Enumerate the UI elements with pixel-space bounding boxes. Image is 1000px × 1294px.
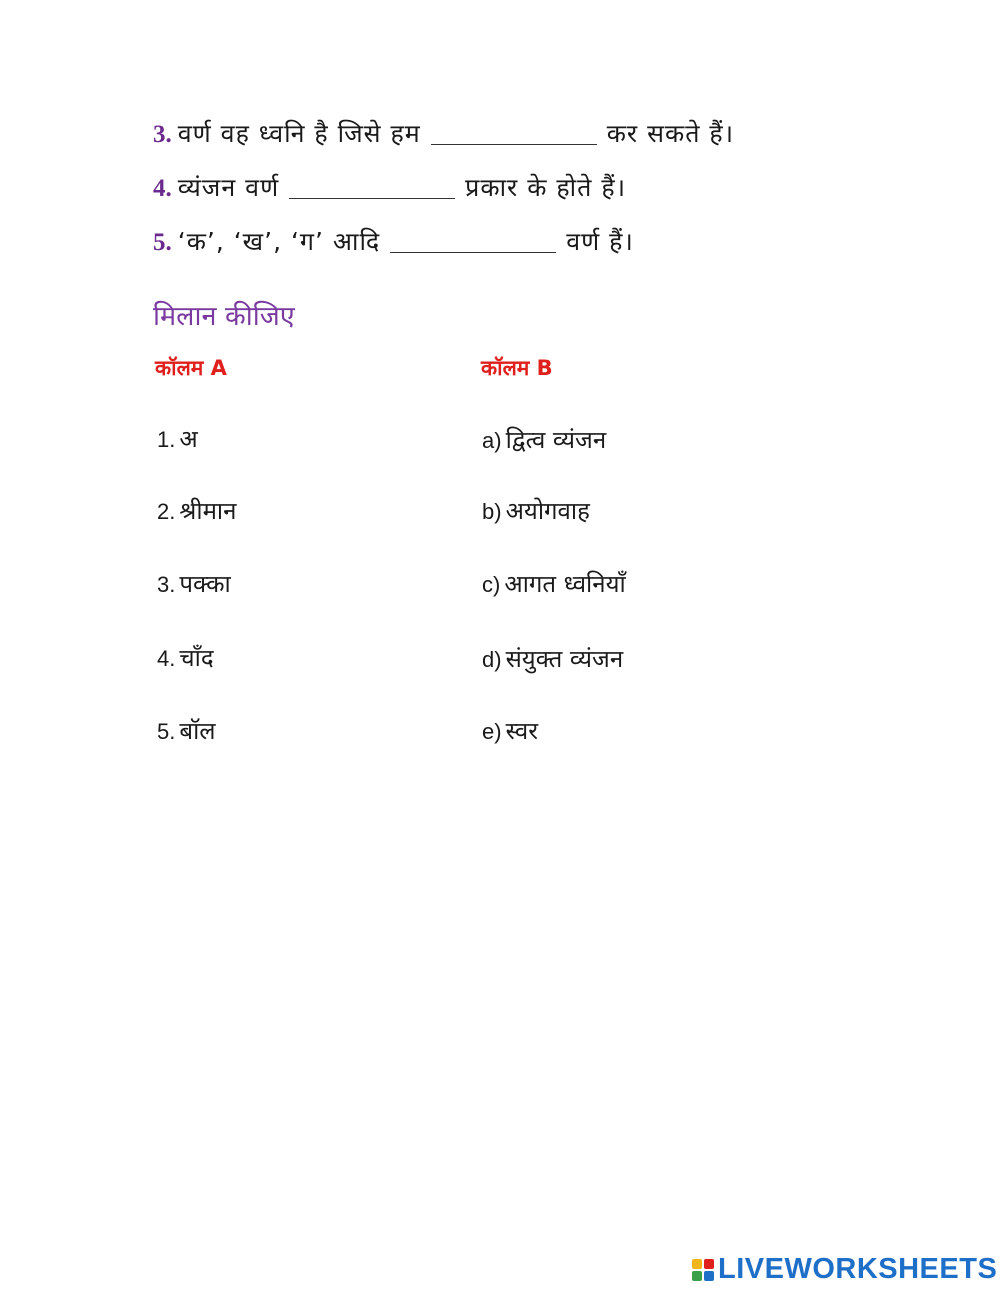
question-number: 3. xyxy=(153,121,172,148)
item-label: 4. xyxy=(157,646,176,671)
item-label: b) xyxy=(482,499,502,524)
column-a-heading: कॉलम A xyxy=(155,356,227,380)
item-text: चाँद xyxy=(179,644,214,672)
item-label: 3. xyxy=(157,572,176,597)
item-text: आगत ध्वनियाँ xyxy=(504,570,626,598)
question-text-after: वर्ण हैं। xyxy=(566,227,634,256)
column-b-item[interactable] xyxy=(482,494,590,527)
question-number: 5. xyxy=(153,229,172,256)
column-a-item[interactable] xyxy=(157,641,214,674)
question-text-after: प्रकार के होते हैं। xyxy=(465,173,627,202)
item-text: श्रीमान xyxy=(179,497,237,525)
question-5 xyxy=(153,224,634,258)
column-b-item[interactable] xyxy=(482,567,626,600)
item-text: पक्का xyxy=(179,570,231,598)
item-label: 5. xyxy=(157,719,176,744)
item-label: 1. xyxy=(157,427,176,452)
column-b-item[interactable] xyxy=(482,642,623,675)
column-a-item[interactable] xyxy=(157,422,198,455)
question-text-after: कर सकते हैं। xyxy=(606,119,735,148)
item-label: e) xyxy=(482,719,502,744)
item-text: अ xyxy=(179,425,198,453)
column-a-item[interactable] xyxy=(157,567,231,600)
item-text: अयोगवाह xyxy=(505,497,590,525)
item-text: संयुक्त व्यंजन xyxy=(505,645,624,673)
column-a-item[interactable] xyxy=(157,714,216,747)
question-text-before: वर्ण वह ध्वनि है जिसे हम xyxy=(177,119,421,148)
question-3 xyxy=(153,116,734,150)
answer-blank[interactable] xyxy=(289,197,455,199)
brand-name: LIVEWORKSHEETS xyxy=(718,1253,998,1285)
column-a-item[interactable] xyxy=(157,494,236,527)
match-section-title: मिलान कीजिए xyxy=(153,301,295,332)
answer-blank[interactable] xyxy=(390,251,556,253)
column-b-item[interactable] xyxy=(482,714,538,747)
question-number: 4. xyxy=(153,175,172,202)
question-text-before: ‘क’, ‘ख’, ‘ग’ आदि xyxy=(177,227,381,256)
liveworksheets-logo-icon xyxy=(692,1259,714,1281)
item-label: a) xyxy=(482,428,502,453)
item-text: स्वर xyxy=(505,717,539,745)
item-label: 2. xyxy=(157,499,176,524)
question-4 xyxy=(153,170,626,204)
item-label: d) xyxy=(482,647,502,672)
item-label: c) xyxy=(482,572,501,597)
column-b-heading: कॉलम B xyxy=(481,356,553,380)
column-b-item[interactable] xyxy=(482,423,606,456)
item-text: द्वित्व व्यंजन xyxy=(505,426,607,454)
question-text-before: व्यंजन वर्ण xyxy=(177,173,280,202)
item-text: बॉल xyxy=(179,717,216,745)
liveworksheets-brand xyxy=(692,1253,997,1286)
answer-blank[interactable] xyxy=(431,143,597,145)
